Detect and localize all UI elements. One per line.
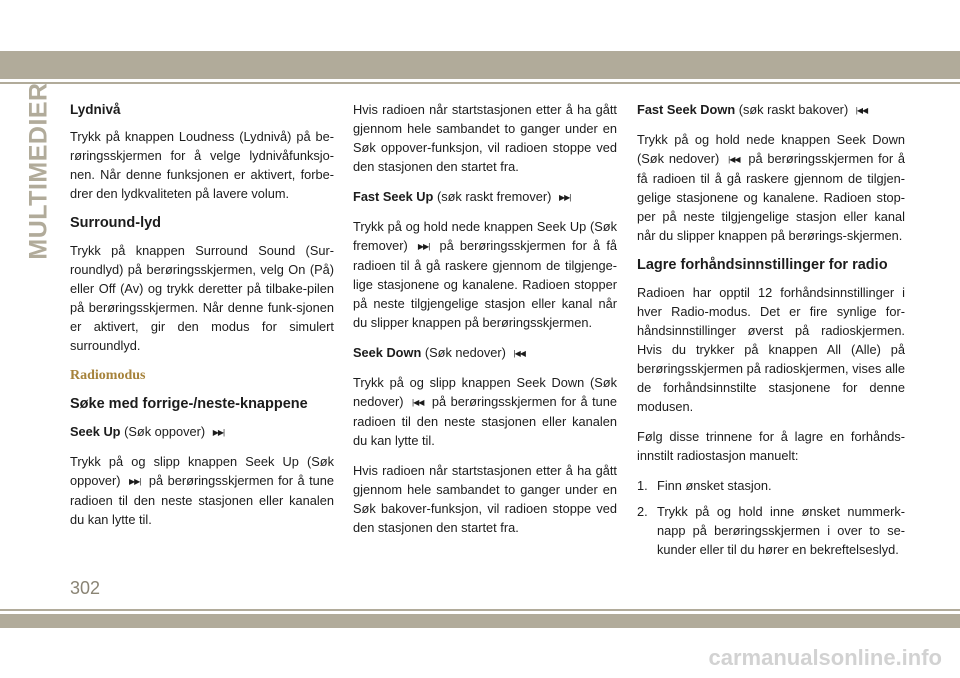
step-number: 2. — [637, 504, 648, 519]
fast-seek-down-paragraph — [637, 130, 905, 245]
fast-seek-down-label: Fast Seek Down — [637, 102, 736, 117]
fast-seek-down-text-a: Trykk på og hold nede knappen Seek Down (Søk nedover) — [637, 132, 905, 166]
seek-down-paragraph — [353, 373, 617, 450]
fast-seek-down-subheading — [637, 100, 905, 120]
soke-heading: Søke med forrige-/neste-knappene — [70, 396, 308, 412]
seek-down-note: Hvis radioen når startstasjonen etter å ha gått gjennom hele sambandet to ganger under en Søk bakover-funksjon, vil radioen stoppe ved den stasjonen den startet fra. — [353, 463, 617, 535]
seek-up-paragraph — [70, 452, 334, 529]
seek-up-subheading — [70, 422, 334, 442]
fast-seek-up-label: Fast Seek Up — [353, 189, 434, 204]
seek-up-desc: (Søk oppover) — [124, 424, 206, 439]
fast-seek-up-paragraph — [353, 217, 617, 332]
presets-paragraph: Radioen har opptil 12 forhåndsinnstillinger i hver Radio-modus. Det er fire synlige for-håndsinnstillinger øverst på radioskjermen. Hvis du trykker på knappen All (Alle) på berøringsskjermen på radioskjermen, vises alle de forhåndsinnstilte stasjonene for denne modusen. — [637, 285, 905, 414]
seek-back-icon: |◀◀ — [513, 349, 525, 358]
lydniva-paragraph: Trykk på knappen Loudness (Lydnivå) på be-røringsskjermen for å velge lydnivåfunksjo-nen. Når denne funksjonen er aktivert, forbe-drer den lydkvaliteten på lavere volum. — [70, 129, 334, 201]
seek-back-icon: |◀◀ — [855, 106, 868, 115]
header-rule — [0, 82, 960, 84]
footer-band — [0, 614, 960, 628]
surround-paragraph: Trykk på knappen Surround Sound (Sur-roundlyd) på berøringsskjermen, velg On (På) eller Off (Av) og trykk deretter på tilbake-pilen på berøringsskjermen. Når denne funk-sjonen er aktivert, gir den modus for simulert surroundlyd. — [70, 243, 334, 353]
fast-seek-up-subheading — [353, 187, 617, 207]
step-text: Finn ønsket stasjon. — [657, 478, 772, 493]
radiomodus-heading: Radiomodus — [70, 368, 146, 383]
fast-seek-down-text-b: på berøringsskjermen for å få radioen til å gå raskere gjennom de tilgjen-gelige stasjonene og kanalene. Radioen stop-per på neste tilgjengelige stasjon eller kanal når du slipper knappen på berørings-skjermen. — [637, 151, 905, 243]
watermark: carmanualsonline.info — [708, 645, 942, 670]
column-middle — [353, 100, 617, 548]
section-tab-label: MULTIMEDIER — [24, 82, 53, 260]
seek-forward-icon: ▶▶| — [417, 242, 430, 251]
column-right — [637, 100, 905, 566]
steps-list — [637, 476, 905, 559]
section-tab — [22, 82, 56, 260]
seek-up-text-a: Trykk på og slipp knappen Seek Up (Søk oppover) — [70, 454, 334, 488]
seek-up-note: Hvis radioen når startstasjonen etter å ha gått gjennom hele sambandet to ganger under en Søk oppover-funksjon, vil radioen stoppe ved den stasjonen den startet fra. — [353, 102, 617, 174]
seek-down-desc: (Søk nedover) — [424, 345, 506, 360]
column-left — [70, 100, 334, 540]
seek-up-label: Seek Up — [70, 424, 121, 439]
presets-heading: Lagre forhåndsinnstillinger for radio — [637, 257, 888, 273]
fast-seek-up-desc: (søk raskt fremover) — [436, 189, 552, 204]
fast-seek-down-desc: (søk raskt bakover) — [738, 102, 849, 117]
seek-down-subheading — [353, 343, 617, 363]
list-item — [637, 502, 905, 559]
header-band — [0, 51, 960, 79]
page-number: 302 — [70, 578, 101, 598]
step-number: 1. — [637, 478, 648, 493]
footer-rule — [0, 609, 960, 611]
seek-back-icon: |◀◀ — [412, 398, 424, 407]
seek-down-text-b: på berøringsskjermen for å tune radioen til den neste stasjonen eller kanalen du kan lytte til. — [353, 394, 618, 448]
surround-heading: Surround-lyd — [70, 215, 162, 231]
seek-down-text-a: Trykk på og slipp knappen Seek Down (Søk nedover) — [353, 375, 617, 409]
seek-forward-icon: ▶▶| — [212, 428, 225, 437]
list-item — [637, 476, 905, 495]
seek-back-icon: |◀◀ — [728, 155, 740, 164]
seek-up-text-b: på berøringsskjermen for å tune radioen til den neste stasjonen eller kanalen du kan lytte til. — [70, 473, 335, 527]
seek-down-label: Seek Down — [353, 345, 422, 360]
fast-seek-up-text-b: på berøringsskjermen for å få radioen til å gå raskere gjennom de tilgjenge-lige stasjonene og kanalene. Radioen stopper på neste tilgjengelige stasjon eller kanal når du slipper knappen på berøringsskjermen. — [353, 238, 617, 330]
seek-forward-icon: ▶▶| — [129, 477, 141, 486]
lydniva-heading: Lydnivå — [70, 102, 121, 117]
steps-intro: Følg disse trinnene for å lagre en forhånds-innstilt radiostasjon manuelt: — [637, 429, 905, 463]
fast-seek-up-text-a: Trykk på og hold nede knappen Seek Up (Søk fremover) — [353, 219, 617, 253]
step-text: Trykk på og hold inne ønsket nummerk-napp på berøringsskjermen i over to se-kunder eller til du hører en bekreftelseslyd. — [657, 504, 905, 557]
seek-forward-icon: ▶▶| — [558, 193, 571, 202]
